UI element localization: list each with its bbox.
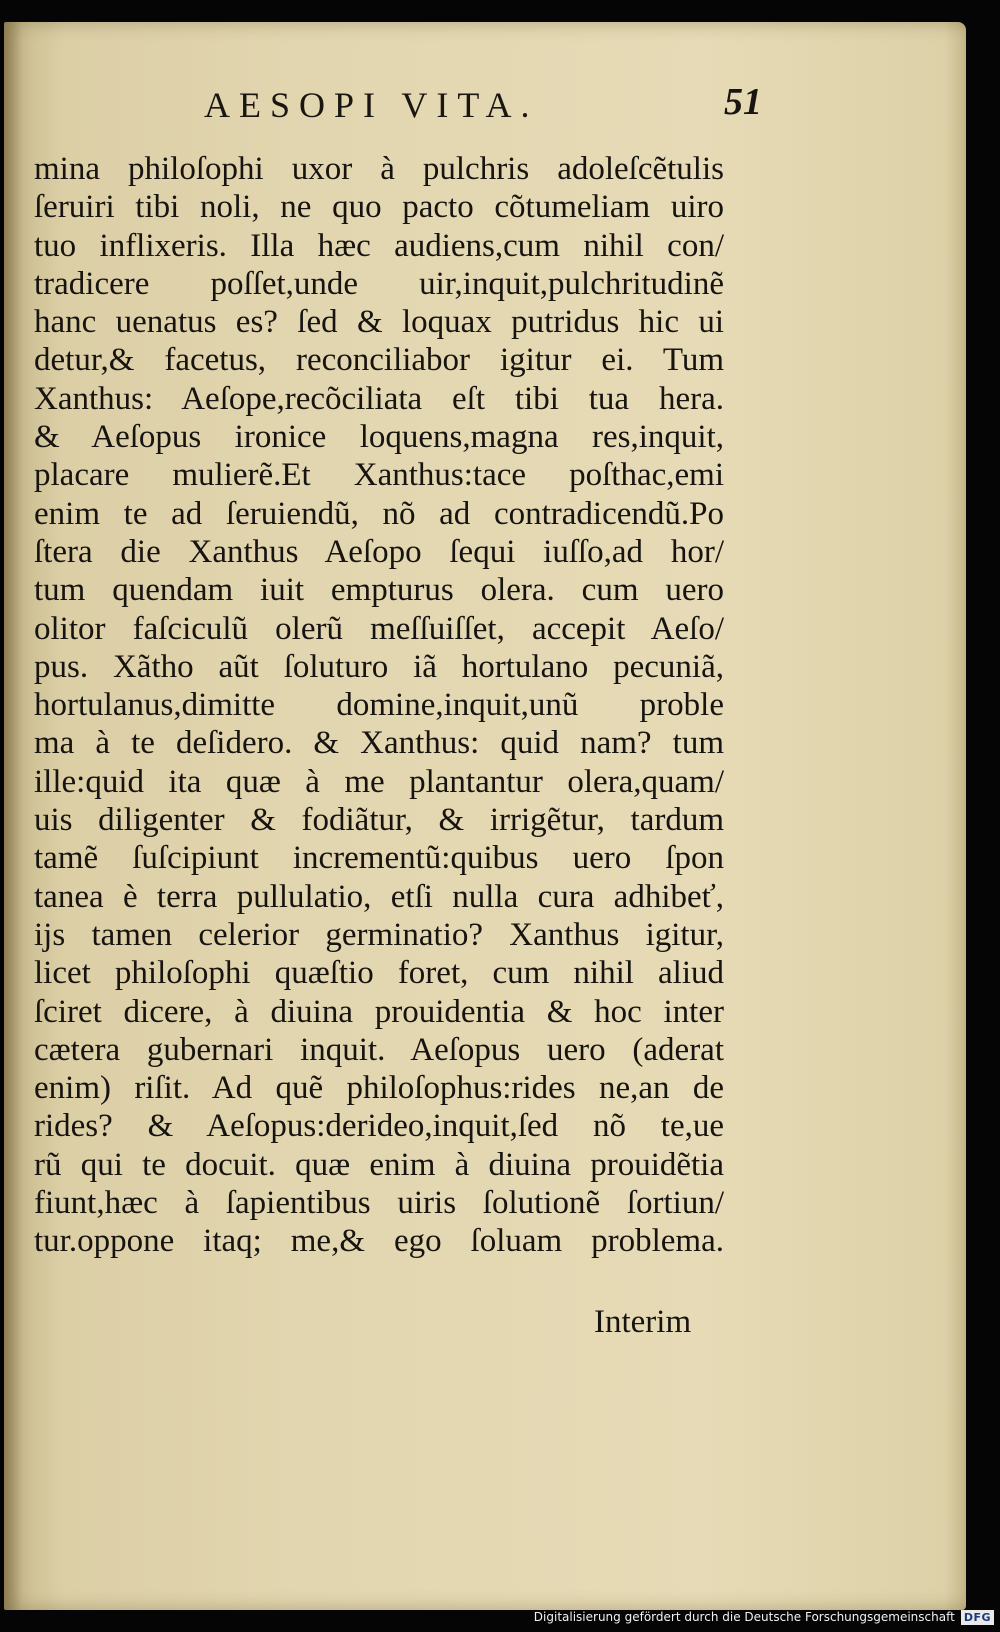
text-line: detur,& facetus, reconciliabor igitur ei. Tum xyxy=(34,342,724,379)
text-line: tradicere poſſet,unde uir,inquit,pulchritudinẽ xyxy=(34,265,724,302)
text-line: tum quendam iuit empturus olera. cum uero xyxy=(34,572,724,609)
text-line: & Aeſopus ironice loquens,magna res,inquit, xyxy=(34,419,724,456)
text-line: tuo inflixeris. Illa hæc audiens,cum nihil con/ xyxy=(34,227,724,264)
text-line: uis diligenter & fodiãtur, & irrigẽtur, tardum xyxy=(34,802,724,839)
text-line: ijs tamen celerior germinatio? Xanthus igitur, xyxy=(34,916,724,953)
text-line: tur.oppone itaq; me,& ego ſoluam problema. xyxy=(34,1223,724,1260)
folio-number: 51 xyxy=(724,81,762,123)
catchword: Interim xyxy=(594,1304,692,1340)
text-line: ſciret dicere, à diuina prouidentia & hoc inter xyxy=(34,993,724,1030)
text-line: ſeruiri tibi noli, ne quo pacto cõtumeliam uiro xyxy=(34,189,724,226)
text-line: ille:quid ita quæ à me plantantur olera,quam/ xyxy=(34,763,724,800)
text-line: licet philoſophi quæſtio foret, cum nihil aliud xyxy=(34,955,724,992)
text-line: rides? & Aeſopus:derideo,inquit,ſed nõ te,ue xyxy=(34,1108,724,1145)
text-line: enim te ad ſeruiendũ, nõ ad contradicendũ.Po xyxy=(34,495,724,532)
text-line: placare mulierẽ.Et Xanthus:tace poſthac,emi xyxy=(34,457,724,494)
text-line: pus. Xãtho aũt ſoluturo iã hortulano pecuniã, xyxy=(34,648,724,685)
text-line: ſtera die Xanthus Aeſopo ſequi iuſſo,ad hor/ xyxy=(34,533,724,570)
text-line: olitor faſciculũ olerũ meſſuiſſet, accepit Aeſo/ xyxy=(34,610,724,647)
text-line: cætera gubernari inquit. Aeſopus uero (aderat xyxy=(34,1031,724,1068)
running-head: AESOPI VITA. xyxy=(204,85,539,125)
text-line: tamẽ ſuſcipiunt incrementũ:quibus uero ſpon xyxy=(34,840,724,877)
text-line: enim) riſit. Ad quẽ philoſophus:rides ne,an de xyxy=(34,1070,724,1107)
page-header xyxy=(204,81,804,134)
text-line: hortulanus,dimitte domine,inquit,unũ proble xyxy=(34,687,724,724)
text-line: rũ qui te docuit. quæ enim à diuina prouidẽtia xyxy=(34,1146,724,1183)
dfg-logo: DFG xyxy=(961,1610,994,1625)
text-line: hanc uenatus es? ſed & loquax putridus hic ui xyxy=(34,304,724,341)
text-line: tanea è terra pullulatio, etſi nulla cura adhibeť, xyxy=(34,878,724,915)
text-line: fiunt,hæc à ſapientibus uiris ſolutionẽ ſortiun/ xyxy=(34,1185,724,1222)
text-line: mina philoſophi uxor à pulchris adoleſcẽtulis xyxy=(34,151,724,187)
book-page xyxy=(4,22,966,1610)
text-line: Xanthus: Aeſope,recõciliata eſt tibi tua hera. xyxy=(34,380,724,417)
text-line: ma à te deſidero. & Xanthus: quid nam? tum xyxy=(34,725,724,762)
dfg-credit-bar xyxy=(534,1606,994,1628)
text-block xyxy=(34,150,724,1261)
dfg-credit-text: Digitalisierung gefördert durch die Deutsche Forschungsgemeinschaft xyxy=(533,1610,955,1624)
